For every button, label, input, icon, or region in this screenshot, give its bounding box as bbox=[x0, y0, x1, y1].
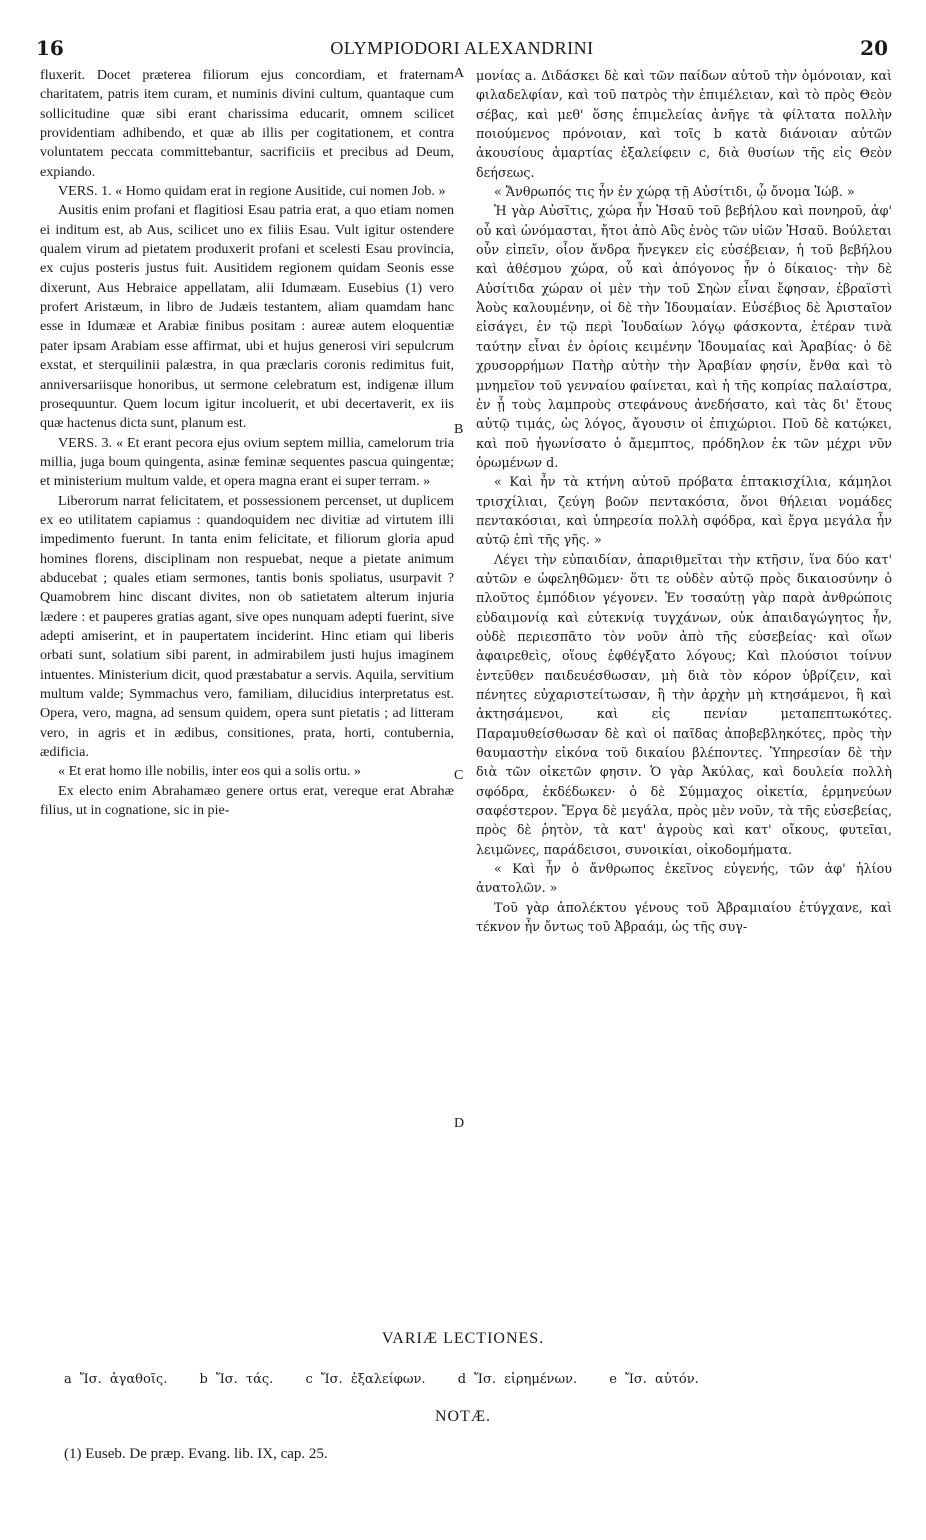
greek-verse-3: « Καὶ ἦν τὰ κτήνη αὐτοῦ πρόβατα ἑπτακισχίλια, κάμηλοι τρισχίλιαι, ζεύγη βοῶν πεντακόσια, ὄνοι θήλειαι νομάδες πεντακόσιαι, καὶ ὑπηρεσία πολλὴ σφόδρα, καὶ ἔργα μεγάλα ἦν αὐτῷ ἐπὶ τῆς γῆς. » bbox=[476, 474, 892, 548]
variant-reading: e Ἴσ. αὐτόν. bbox=[609, 1372, 699, 1387]
greek-verse-1: « Ἄνθρωπός τις ἦν ἐν χώρᾳ τῇ Αὐσίτιδι, ᾧ ὄνομα Ἰώβ. » bbox=[494, 184, 855, 200]
greek-paragraph: μονίας a. Διδάσκει δὲ καὶ τῶν παίδων αὐτοῦ τὴν ὁμόνοιαν, καὶ φιλαδελφίαν, καὶ τοῦ πατρὸς τὴν ἐπιμέλειαν, καὶ τὸ πρὸς Θεὸν σέβας, καὶ μεθ' ὅσης ἐπιμελείας ἀνῆγε τὰ φίλτατα πολλὴν ποιούμενος πρόνοιαν, καὶ τοῖς b κατὰ διάνοιαν αὐτῶν ἀκουσίους ἁμαρτίας ἐξαλείφειν c, διὰ θυσίων τῆς εἰς Θεὸν δεήσεως. bbox=[476, 68, 892, 180]
footnote: (1) Euseb. De præp. Evang. lib. IX, cap. 25. bbox=[64, 1446, 328, 1462]
latin-paragraph: Ex electo enim Abrahamæo genere ortus erat, vereque erat Abrahæ filius, ut in cognatione, sic in pie- bbox=[40, 782, 454, 819]
greek-column bbox=[476, 66, 892, 936]
greek-paragraph: Ἡ γὰρ Αὐσῖτις, χώρα ἦν Ἡσαῦ τοῦ βεβήλου καὶ πονηροῦ, ἀφ' οὗ καὶ ὠνόμασται, ἤτοι ἀπὸ Αὒς ἑνὸς τῶν υἱῶν Ἡσαῦ. Βούλεται οὖν εἰπεῖν, οἷον ἄνδρα ἤνεγκεν εἰς εὐσέβειαν, ἡ τοῦ βεβήλου καὶ ἀθέσμου χώρα, οὗ καὶ ἀπόγονος ἦν ὁ δίκαιος· τὴν δὲ Αὐσίτιδα χώραν οἱ μὲν τὴν τοῦ Σηὼν εἶναι ἔφησαν, ἑβραϊστὶ Ἀοὺς καλουμένην, οἱ δὲ τὴν Ἰδουμαίαν. Εὐσέβιος δὲ Ἀρισταῖον εἰσάγει, ἐν τῷ περὶ Ἰουδαίων λόγῳ φάσκοντα, ἑτέραν τινὰ ταύτην εἶναι ἐν ὁρίοις κειμένην Ἰδουμαίας καὶ Ἀραβίας· ὁ δὲ χρυσορρήμων Πατὴρ αὐτὴν τὴν Ἀραβίαν φησίν, ἔνθα καὶ τὸ μνημεῖον τοῦ γενναίου φαίνεται, καὶ ἡ τῆς κοπρίας παλαίστρα, ἐν ᾗ τοὺς λαμπροὺς στεφάνους ἀνεδήσατο, καὶ τὰς δι' ἔτους αὐτῷ τιμάς, ὡς λόγος, ἄγουσιν οἱ ἐπιχώριοι. Ποῦ δὲ κατῴκει, καὶ ποῦ ἠγωνίσατο ὁ ἄμεμπτος, πρόδηλον ἐκ τῶν μέχρι νῦν ὁρωμένων d. bbox=[476, 203, 892, 470]
margin-marker-b: B bbox=[454, 422, 464, 437]
latin-paragraph: Liberorum narrat felicitatem, et possessionem percenset, ut duplicem ex eo utilitatem capiamus : quandoquidem nec divitiæ ad virtutem illi impedimento fuerunt. In tanta enim felicitate, et filiorum gloria apud homines florens, disciplinam non respuebat, neque a pietate animum abducebat ; quales etiam sermones, tantis bonis spoliatus, usurpavit ? Quamobrem hinc discant divites, non ob satietatem alterum injuria lædere : et pauperes gratias agant, sive opes nunquam adepti fuerint, sive adepti amiserint, et in paupertatem inciderint. Hinc etiam qui liberis orbati sunt, solatium sibi parent, in admirabilem justi hujus imaginem intuentes. Ministerium dicit, quod præstabatur a servis. Aquila, servitium multum valde; Symmachus vero, familiam, dilucidius interpretatus est. Opera, vero, magna, ad sensum quidem, opera sunt pietatis ; ad litteram vero, in agris et in ædibus, consitiones, prata, horti, contubernia, ædificia. bbox=[40, 492, 454, 761]
latin-paragraph: Ausitis enim profani et flagitiosi Esau patria erat, a quo etiam nomen ei inditum est, ab Aus, scilicet uno ex filiis Esau. Vult igitur ostendere qualem virum ad pietatem produxerit profani et scelesti Esau provincia, ex cujus posteris justus fuit. Ausitidem regionem quidam Seonis esse dixerunt, Aus Hebraice appellatam, alii Idumæam. Eusebius (1) vero profert Aristæum, in libro de Judæis testantem, aliam quamdam hanc esse in Idumææ et Arabiæ finibus positam : aureæ autem eloquentiæ pater ipsam Arabiam esse affirmat, ubi et hujus generosi viri sepulcrum exstat, et sterquilinii palæstra, in qua præclaris coronis redimitus fuit, anniversariisque honoribus, ut sermone celebratum est, indigenæ illum prosequuntur. Quem locum igitur incoluerit, et ubi decertaverit, ex iis quæ hactenus dicta sunt, planum est. bbox=[40, 202, 454, 432]
latin-paragraph: fluxerit. Docet præterea filiorum ejus concordiam, et fraternam charitatem, patris item curam, et numinis divini cultum, quantaque cum sollicitudine quæ sibi erant charissima educarit, omnem scilicet providentiam adhibendo, et quæ ab illis per cogitationem, et contra voluntatem peccata committebantur, sacrificiis et precibus ad Deum, expiando. bbox=[40, 67, 454, 180]
variant-reading: a Ἴσ. ἀγαθοῖς. bbox=[64, 1372, 168, 1387]
greek-paragraph: Λέγει τὴν εὐπαιδίαν, ἀπαριθμεῖται τὴν κτῆσιν, ἵνα δύο κατ' αὐτῶν e ὠφεληθῶμεν· ὅτι τε οὐδὲν αὐτῷ πρὸς δικαιοσύνην ὁ πλοῦτος ἐμπόδιον γέγονεν. Ἐν τοσαύτῃ γὰρ παρὰ ἀνθρώποις εὐδαιμονίᾳ καὶ εὐτεκνίᾳ τυγχάνων, οὐκ ἀπαιδαγώγητος ἦν, οὐδὲ περιεσπᾶτο τὸν νοῦν ἀπὸ τῆς εὐσεβείας· καὶ οἵων ἀφαιρεθεὶς, οἵους ἐφθέγξατο λόγους; Καὶ πλούσιοι τοίνυν ἐντεῦθεν παιδευέσθωσαν, μὴ διὰ τὸν κόρον ὑβρίζειν, καὶ πένητες εὐχαριστείτωσαν, ἢ τὴν ἀρχὴν μὴ κτησάμενοι, ἢ καὶ ἀκτησάμενοι, καὶ εἰς πενίαν μεταπεπτωκότες. Παραμυθείσθωσαν δὲ καὶ οἱ παῖδας ἀποβεβληκότες, πρὸς τὴν θαυμαστὴν εἰκόνα τοῦ δικαίου βλέποντες. Ὑπηρεσίαν δὲ τὴν διὰ τῶν οἰκετῶν φησιν. Ὁ γὰρ Ἀκύλας, καὶ δουλεία πολλὴ σφόδρα, ἐκδέδωκεν· ὁ δὲ Σύμμαχος οἰκετία, ἑρμηνεύων σαφέστερον. Ἔργα δὲ μεγάλα, πρὸς μὲν νοῦν, τὰ τῆς εὐσεβείας, πρὸς δὲ ῥητὸν, τὰ κατ' ἀγροὺς καὶ κατ' οἴκους, φυτεῖαι, λειμῶνες, παράδεισοι, συνοικίαι, οἰκοδομήματα. bbox=[476, 551, 892, 857]
latin-column bbox=[40, 66, 454, 820]
variant-reading: b Ἴσ. τάς. bbox=[199, 1372, 274, 1387]
margin-marker-a: A bbox=[454, 66, 465, 81]
latin-verse-quote: « Et erat homo ille nobilis, inter eos qui a solis ortu. » bbox=[58, 763, 361, 780]
running-header bbox=[36, 36, 888, 64]
greek-verse-quote: « Καὶ ἦν ὁ ἄνθρωπος ἐκεῖνος εὐγενής, τῶν ἀφ' ἡλίου ἀνατολῶν. » bbox=[476, 861, 892, 896]
variant-reading: d Ἴσ. εἰρημένων. bbox=[457, 1372, 578, 1387]
page-number-left: 16 bbox=[36, 36, 64, 60]
variae-lectiones-list bbox=[64, 1372, 884, 1387]
variant-reading: c Ἴσ. ἐξαλείφων. bbox=[305, 1372, 426, 1387]
latin-verse-1: VERS. 1. « Homo quidam erat in regione Ausitide, cui nomen Job. » bbox=[58, 183, 446, 200]
latin-verse-3: VERS. 3. « Et erant pecora ejus ovium septem millia, camelorum tria millia, juga boum quingenta, asinæ feminæ sequentes pascua quingentæ; et ministerium multum valde, et opera magna erant ei super terram. » bbox=[40, 434, 454, 490]
variae-lectiones-heading: VARIÆ LECTIONES. bbox=[381, 1330, 545, 1347]
running-title: OLYMPIODORI ALEXANDRINI bbox=[330, 38, 594, 58]
column-number-right: 20 bbox=[860, 36, 888, 60]
notae-heading: NOTÆ. bbox=[434, 1408, 492, 1425]
greek-paragraph: Τοῦ γὰρ ἀπολέκτου γένους τοῦ Ἀβραμιαίου ἐτύγχανε, καὶ τέκνον ἦν ὄντως τοῦ Ἀβραάμ, ὡς τῆς συγ- bbox=[476, 899, 892, 935]
margin-marker-d: D bbox=[454, 1116, 465, 1131]
margin-marker-c: C bbox=[454, 768, 464, 783]
